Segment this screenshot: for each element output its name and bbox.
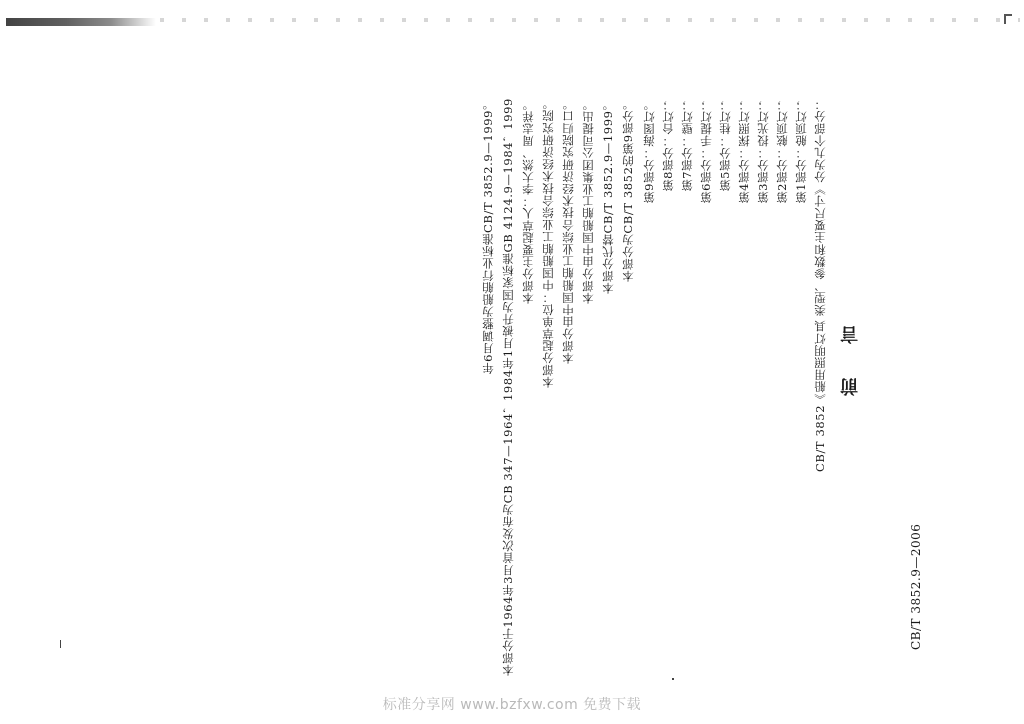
preface-line: 本部分于1964年3月首次发布为CB 347—1964，1984年1月被升为国家标准GB 4124.9—1984，1999 xyxy=(501,98,515,676)
preface-line: CB/T 3852《船用照明灯具 类型、参数和主要尺寸》分为九个部分： xyxy=(813,98,827,472)
preface-line: 第9部分：海图灯。 xyxy=(642,98,656,203)
scan-dash-artifact xyxy=(160,18,1020,22)
preface-line: 本部分由中国船舶工业集团公司提出。 xyxy=(581,98,595,304)
preface-line: 年6月调整为船舶行业标准CB/T 3852.9—1999。 xyxy=(481,98,495,375)
preface-line: 本部分代替CB/T 3852.9—1999。 xyxy=(601,98,615,294)
preface-body xyxy=(458,98,828,676)
page-title: 前 言 xyxy=(840,311,861,396)
preface-line: 本部分为CB/T 3852的第9部分。 xyxy=(621,98,635,282)
preface-line: 本部分主要起草人：李大然、周志祥。 xyxy=(521,98,535,304)
margin-tick xyxy=(60,640,61,648)
standard-code: CB/T 3852.9—2006 xyxy=(909,523,923,650)
preface-line: 第4部分：探照灯； xyxy=(737,98,751,203)
corner-mark xyxy=(1004,14,1012,24)
preface-line: 第5部分：桂灯； xyxy=(718,98,732,191)
preface-line: 第8部分：台灯； xyxy=(661,98,675,191)
preface-line: 第2部分：舷顶灯； xyxy=(775,98,789,203)
preface-line: 本部分起草单位：中国船舶工业综合技术经济研究院。 xyxy=(541,98,555,389)
preface-line: 第6部分：手提灯； xyxy=(699,98,713,203)
preface-line: 第7部分：壁灯； xyxy=(680,98,694,191)
preface-line: 本部分由中国船舶工业综合技术经济研究院归口。 xyxy=(561,98,575,365)
watermark: 标准分享网 www.bzfxw.com 免费下载 xyxy=(382,697,642,713)
scan-edge-artifact xyxy=(6,18,156,26)
scan-dot xyxy=(672,678,674,680)
preface-line: 第3部分：投光灯； xyxy=(756,98,770,203)
preface-line: 第1部分：舱顶灯； xyxy=(794,98,808,203)
